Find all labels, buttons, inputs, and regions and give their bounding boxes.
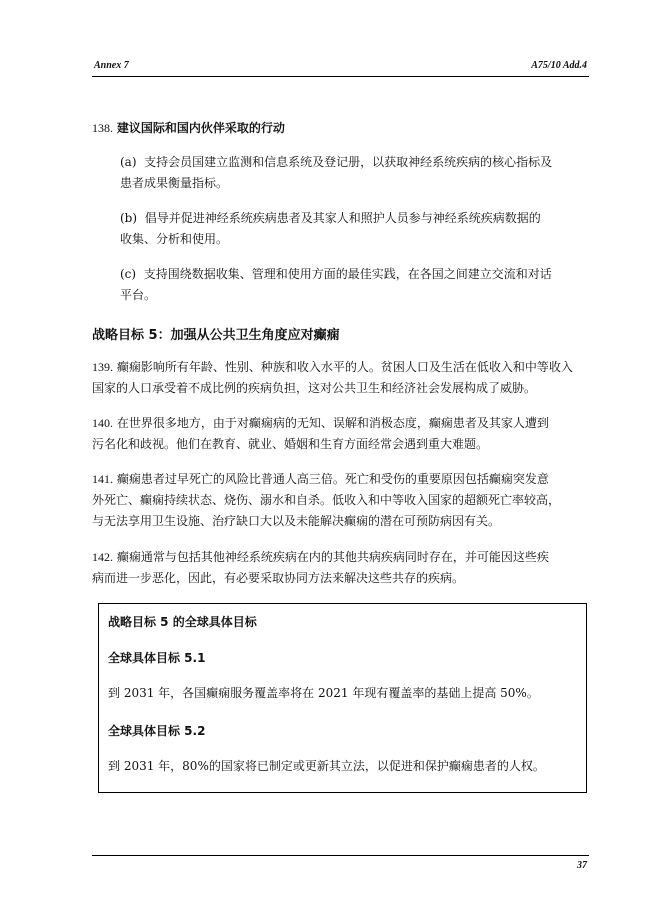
para-text: 病而进一步恶化，因此，有必要采取协同方法来解决这些共存的疾病。: [92, 571, 465, 585]
para-text: 癫痫影响所有年龄、性别、种族和收入水平的人。贫困人口及生活在低收入和中等收入: [116, 360, 573, 374]
para-140: [92, 413, 589, 455]
header-doc-symbol: A75/10 Add.4: [531, 60, 587, 71]
target-5-2-title: 全球具体目标 5.2: [108, 724, 206, 738]
target-5-1-title: 全球具体目标 5.1: [108, 651, 206, 665]
para-number: 140.: [92, 416, 113, 430]
header-annex: Annex 7: [94, 60, 129, 71]
page-header: [92, 58, 589, 77]
item-text: 倡导并促进神经系统疾病患者及其家人和照护人员参与神经系统疾病数据的: [144, 211, 541, 225]
item-c: [120, 264, 590, 306]
para-text: 在世界很多地方，由于对癫痫病的无知、误解和消极态度，癫痫患者及其家人遭到: [116, 416, 549, 430]
target-5-1-text: 到 2031 年，各国癫痫服务覆盖率将在 2021 年现有覆盖率的基础上提高 50%。: [108, 686, 539, 700]
item-text: 平台。: [120, 288, 157, 302]
global-targets-box: [98, 603, 587, 793]
section-title: 建议国际和国内伙伴采取的行动: [116, 121, 285, 135]
item-label: (c): [120, 267, 137, 281]
item-text: 患者成果衡量指标。: [120, 176, 229, 190]
item-text: 支持围绕数据收集、管理和使用方面的最佳实践，在各国之间建立交流和对话: [143, 267, 552, 281]
para-text: 癫痫患者过早死亡的风险比普通人高三倍。死亡和受伤的重要原因包括癫痫突发意: [116, 472, 549, 486]
para-142: [92, 547, 589, 589]
para-text: 污名化和歧视。他们在教育、就业、婚姻和生育方面经常会遇到重大难题。: [92, 437, 489, 451]
box-title: 战略目标 5 的全球具体目标: [108, 615, 257, 629]
para-text: 国家的人口承受着不成比例的疾病负担，这对公共卫生和经济社会发展构成了威胁。: [92, 381, 537, 395]
item-text: 支持会员国建立监测和信息系统及登记册，以获取神经系统疾病的核心指标及: [144, 155, 553, 169]
item-label: (a): [120, 155, 137, 169]
strategic-objective-heading: 战略目标 5：加强从公共卫生角度应对癫痫: [92, 328, 340, 343]
item-text: 收集、分析和使用。: [120, 232, 229, 246]
para-text: 外死亡、癫痫持续状态、烧伤、溺水和自杀。低收入和中等收入国家的超额死亡率较高，: [92, 493, 561, 507]
item-label: (b): [120, 211, 138, 225]
para-number: 138.: [92, 121, 113, 135]
para-number: 141.: [92, 472, 113, 486]
page-number: 37: [577, 860, 587, 871]
item-a: [120, 152, 590, 194]
para-number: 142.: [92, 550, 113, 564]
target-5-2-text: 到 2031 年，80%的国家将已制定或更新其立法，以促进和保护癫痫患者的人权。: [108, 759, 545, 773]
para-141: [92, 469, 589, 532]
para-text: 癫痫通常与包括其他神经系统疾病在内的其他共病疾病同时存在，并可能因这些疾: [116, 550, 549, 564]
para-number: 139.: [92, 360, 113, 374]
para-139: [92, 357, 589, 399]
para-text: 与无法享用卫生设施、治疗缺口大以及未能解决癫痫的潜在可预防病因有关。: [92, 514, 501, 528]
para-138-title: [92, 118, 589, 139]
item-b: [120, 208, 590, 250]
page-footer: [92, 855, 589, 871]
